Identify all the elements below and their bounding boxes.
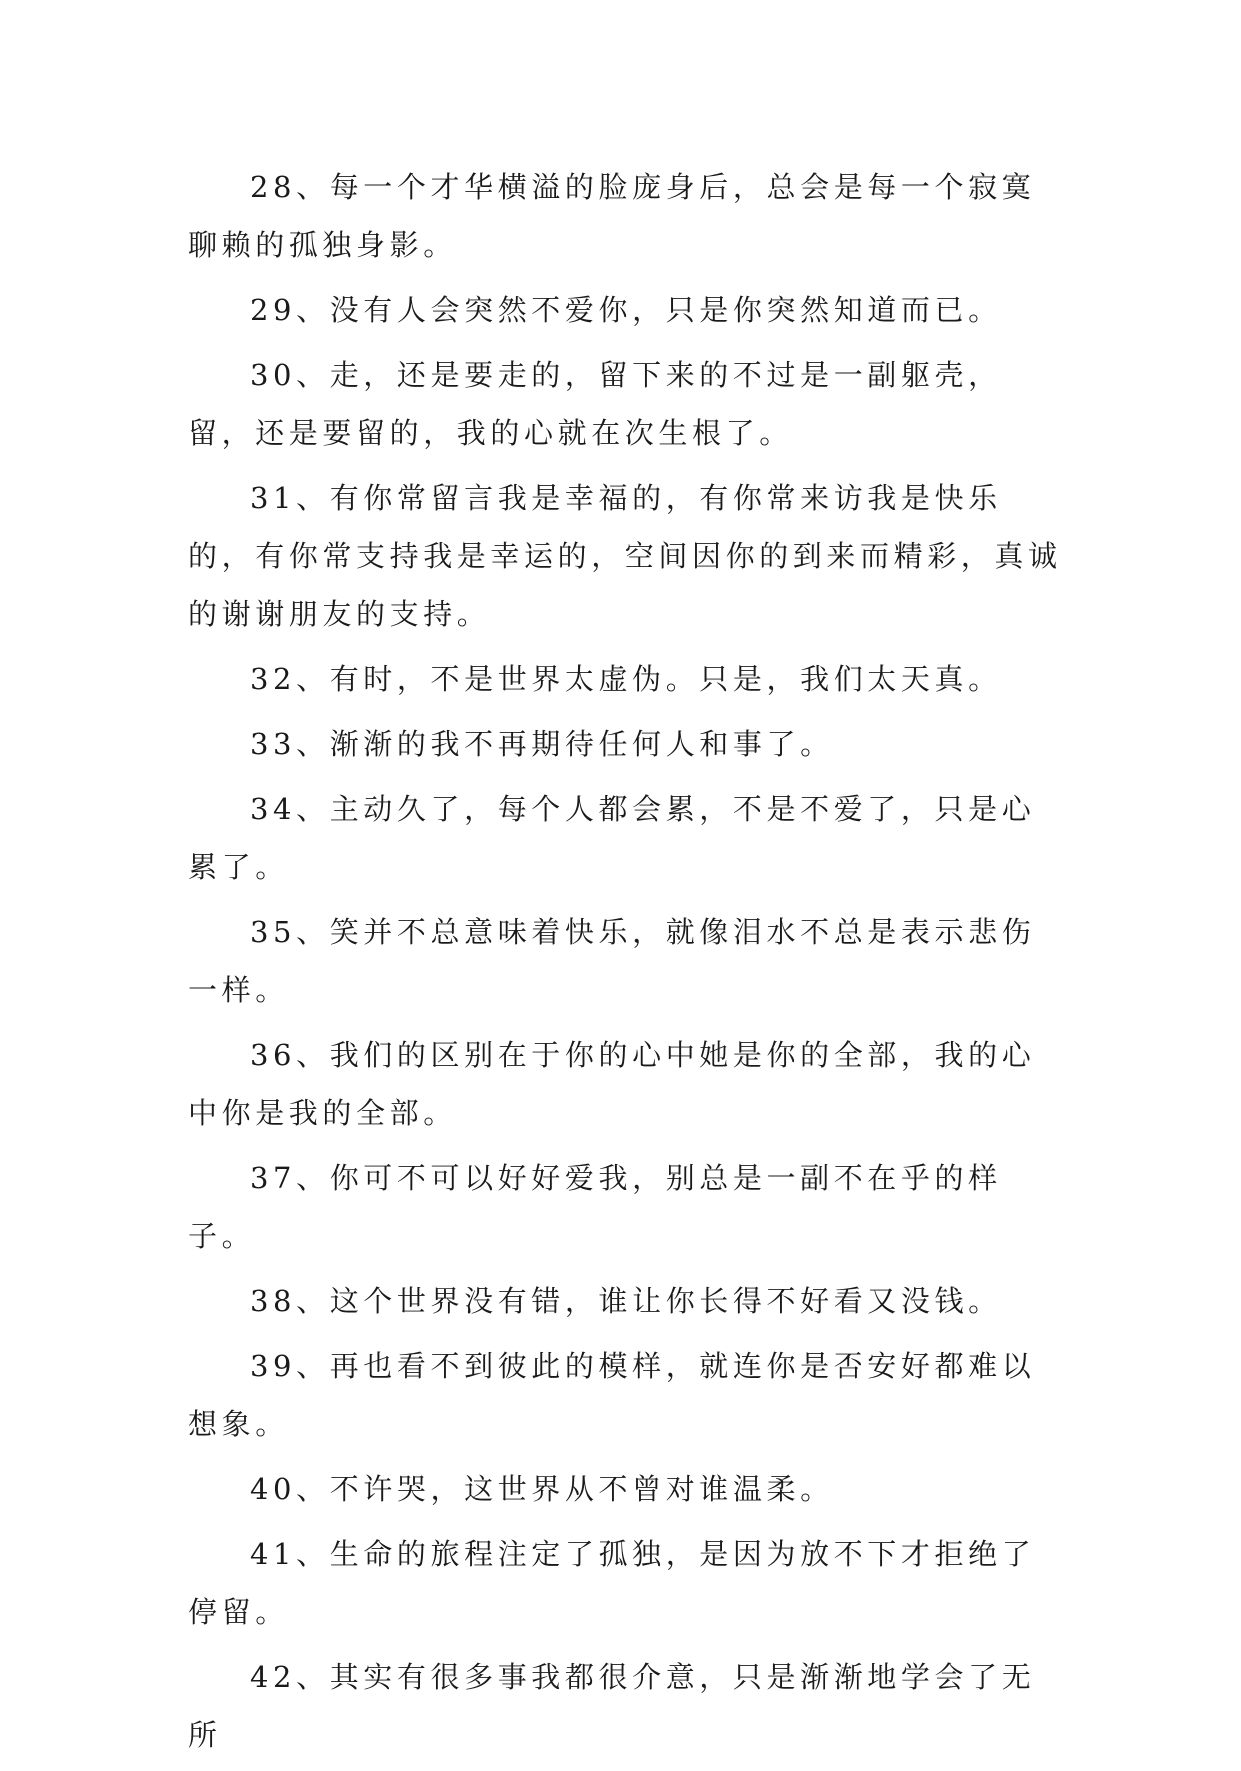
- paragraph-42: 42、其实有很多事我都很介意，只是渐渐地学会了无所: [188, 1660, 1036, 1752]
- paragraph-29: 29、没有人会突然不爱你，只是你突然知道而已。: [250, 293, 1002, 327]
- paragraph-39: 39、再也看不到彼此的模样，就连你是否安好都难以想象。: [188, 1349, 1036, 1441]
- paragraph-33: 33、渐渐的我不再期待任何人和事了。: [250, 727, 834, 761]
- paragraph-37: 37、你可不可以好好爱我，别总是一副不在乎的样子。: [188, 1161, 1002, 1253]
- paragraph-31: 31、有你常留言我是幸福的，有你常来访我是快乐的，有你常支持我是幸运的，空间因你的到来而精彩，真诚的谢谢朋友的支持。: [188, 481, 1062, 631]
- document-body: [188, 158, 1068, 1771]
- paragraph-41: 41、生命的旅程注定了孤独，是因为放不下才拒绝了停留。: [188, 1537, 1036, 1629]
- paragraph-34: 34、主动久了，每个人都会累，不是不爱了，只是心累了。: [188, 792, 1036, 884]
- paragraph-28: 28、每一个才华横溢的脸庞身后，总会是每一个寂寞聊赖的孤独身影。: [188, 170, 1036, 262]
- paragraph-38: 38、这个世界没有错，谁让你长得不好看又没钱。: [250, 1284, 1002, 1318]
- paragraph-32: 32、有时，不是世界太虚伪。只是，我们太天真。: [250, 662, 1002, 696]
- paragraph-35: 35、笑并不总意味着快乐，就像泪水不总是表示悲伤一样。: [188, 915, 1036, 1007]
- paragraph-30: 30、走，还是要走的，留下来的不过是一副躯壳，留，还是要留的，我的心就在次生根了。: [188, 358, 1002, 450]
- paragraph-40: 40、不许哭，这世界从不曾对谁温柔。: [250, 1472, 834, 1506]
- paragraph-36: 36、我们的区别在于你的心中她是你的全部，我的心中你是我的全部。: [188, 1038, 1036, 1130]
